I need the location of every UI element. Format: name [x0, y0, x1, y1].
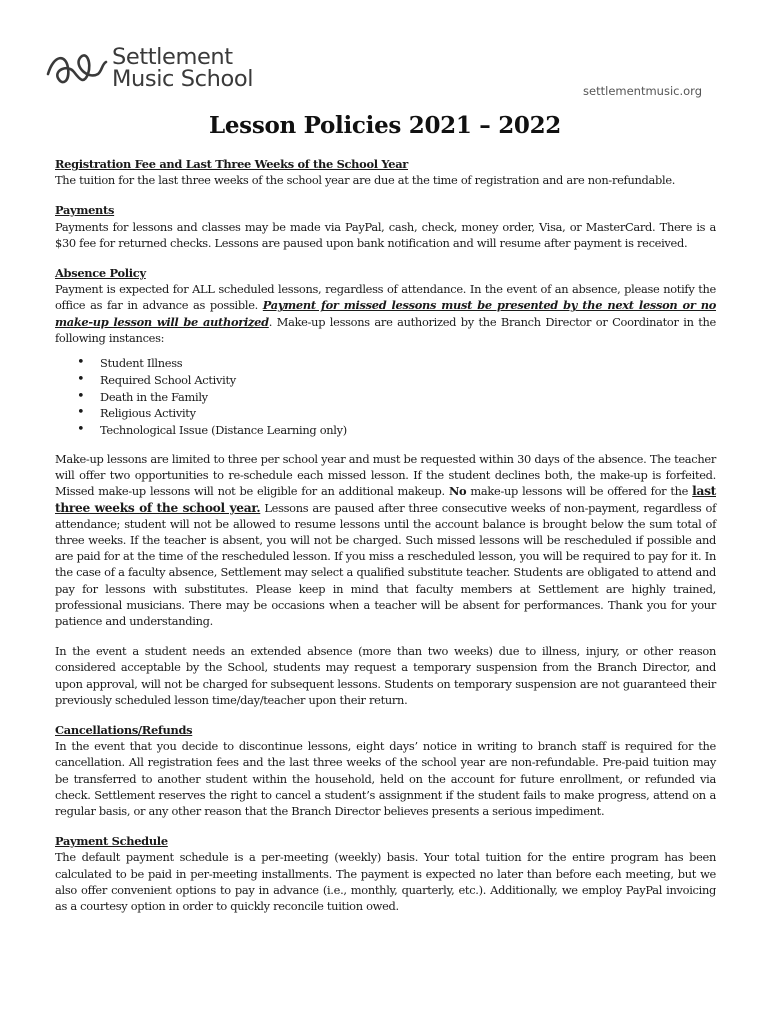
list-item: • Death in the Family — [55, 389, 716, 406]
payment-schedule-text: The default payment schedule is a per-meeting (weekly) basis. Your total tuition for the entire program has been calculated to be paid in per-meeting installments. The payment is expected no later than before each meeting, but we also offer convenient options to pay in advance (i.e., monthly, quarterly, etc.). Additionally, we employ PayPal invoicing as a courtesy option in order to quickly reconcile tuition owed. — [55, 850, 716, 914]
payments-section — [55, 202, 716, 251]
list-item: • Required School Activity — [55, 372, 716, 389]
makeup-instances-list — [55, 355, 716, 439]
payment-schedule-section — [55, 833, 716, 914]
cancellations-text: In the event that you decide to discontinue lessons, eight days’ notice in writing to branch staff is required for the cancellation. All registration fees and the last three weeks of the school year are non-refundable. Pre-paid tuition may be transferred to another student within the household, held on the account for future enrollment, or refunded via check. Settlement reserves the right to cancel a student’s assignment if the student fails to make progress, attend on a regular basis, or any other reason that the Branch Director believes presents a serious impediment. — [55, 739, 716, 819]
brand-line-1: Settlement — [112, 44, 233, 70]
list-item: • Technological Issue (Distance Learning only) — [55, 422, 716, 439]
absence-intro-part1: Payment is expected for ALL scheduled lessons, regardless of attendance. In the event of an absence, please notify the office as far in advance as possible. — [55, 282, 716, 313]
makeup-part2: make-up lessons will be offered for the — [466, 484, 693, 499]
makeup-part3: Lessons are paused after three consecutive weeks of non-payment, regardless of attendance; student will not be allowed to resume lessons until the account balance is brought below the sum total of three weeks. If the teacher is absent, you will not be charged. Such missed lessons will be rescheduled if possible and are paid for at the time of the rescheduled lesson. If you miss a rescheduled lesson, you will be required to pay for it. In the case of a faculty absence, Settlement may select a qualified substitute teacher. Students are obligated to attend and pay for lessons with substitutes. Please keep in mind that faculty members at Settlement are highly trained, professional musicians. There may be occasions when a teacher will be absent for performances. Thank you for your patience and understanding. — [55, 500, 716, 629]
absence-section — [55, 265, 716, 708]
absence-intro — [55, 281, 716, 346]
registration-heading: Registration Fee and Last Three Weeks of the School Year — [55, 157, 409, 171]
website-url[interactable]: settlementmusic.org — [583, 84, 702, 98]
brand-name — [112, 46, 253, 90]
spacer — [55, 629, 716, 643]
payments-text: Payments for lessons and classes may be made via PayPal, cash, check, money order, Visa, or MasterCard. There is a $30 fee for returned checks. Lessons are paused upon bank notification and will resume after payment is received. — [55, 219, 716, 250]
payments-heading: Payments — [55, 203, 115, 218]
absence-intro-part2: . Make-up lessons are authorized by the Branch Director or Coordinator in the following instances: — [55, 314, 716, 345]
treble-wave-logo-icon — [44, 44, 108, 92]
makeup-policy-text — [55, 451, 716, 629]
missed-payment-warning: Payment for missed lessons must be presented by the next lesson or no make-up lesson will be authorized — [55, 298, 717, 329]
absence-heading: Absence Policy — [55, 266, 146, 281]
page-title: Lesson Policies 2021 – 2022 — [208, 112, 562, 139]
document-body — [55, 156, 716, 928]
extended-absence-text: In the event a student needs an extended absence (more than two weeks) due to illness, injury, or other reason considered acceptable by the School, students may request a temporary suspension from the Branch Director, and upon approval, will not be charged for subsequent lessons. Students on temporary suspension are not guaranteed their previously scheduled lesson time/day/teacher upon their return. — [55, 644, 716, 707]
list-item: • Religious Activity — [55, 405, 716, 422]
cancellations-heading: Cancellations/Refunds — [55, 723, 193, 738]
list-item: • Student Illness — [55, 355, 716, 372]
registration-text: The tuition for the last three weeks of the school year are due at the time of registration and are non-refundable. — [55, 173, 676, 188]
payment-schedule-heading: Payment Schedule — [55, 834, 168, 849]
registration-section — [55, 156, 716, 188]
settlement-logo — [44, 44, 253, 92]
makeup-part1: Make-up lessons are limited to three per school year and must be requested within 30 days of the absence. The teacher will offer two opportunities to re-schedule each missed lesson. If the student declines both, the make-up is forfeited. Missed make-up lessons will not be eligible for an additional makeup. — [55, 452, 716, 499]
brand-line-2: Music School — [112, 66, 254, 92]
last-three-weeks-emphasis: last three weeks of the school year. — [55, 484, 716, 515]
makeup-no: No — [448, 484, 467, 499]
cancellations-section — [55, 722, 716, 819]
